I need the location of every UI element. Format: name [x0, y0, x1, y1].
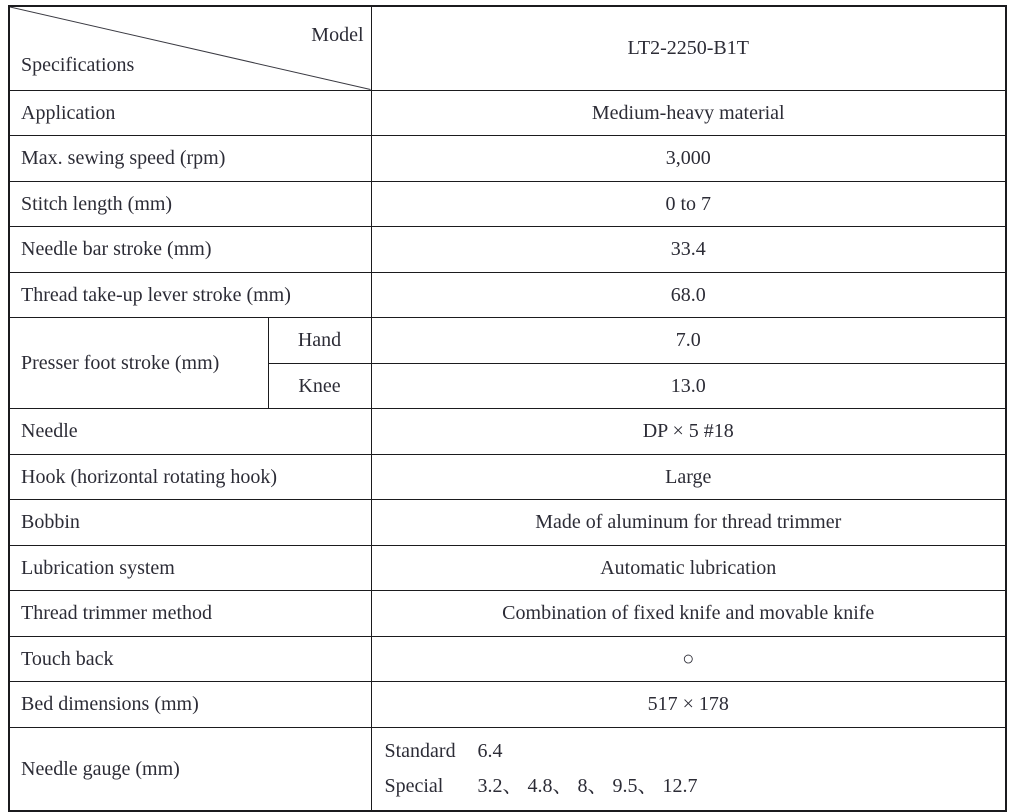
table-row	[9, 227, 1006, 273]
row-value: 0 to 7	[371, 181, 1006, 227]
row-value: 517 × 178	[371, 682, 1006, 728]
table-row	[9, 500, 1006, 546]
table-row-touch-back	[9, 636, 1006, 682]
header-model-label: Model	[311, 24, 364, 46]
needle-gauge-value-cell	[371, 727, 1006, 811]
specifications-table	[8, 5, 1007, 812]
row-label: Application	[9, 90, 371, 136]
row-value: Automatic lubrication	[371, 545, 1006, 591]
row-value: Large	[371, 454, 1006, 500]
row-label: Touch back	[9, 636, 371, 682]
row-label-needle-gauge: Needle gauge (mm)	[9, 727, 371, 811]
table-row	[9, 591, 1006, 637]
sub-row-value-hand: 7.0	[371, 318, 1006, 364]
row-value: Combination of fixed knife and movable knife	[371, 591, 1006, 637]
row-label: Stitch length (mm)	[9, 181, 371, 227]
needle-gauge-special-line	[385, 774, 1006, 798]
needle-gauge-standard-label: Standard	[384, 739, 456, 762]
table-row	[9, 90, 1006, 136]
header-specifications-label: Specifications	[21, 53, 135, 76]
row-value: DP × 5 #18	[371, 409, 1006, 455]
table-row	[9, 272, 1006, 318]
row-label: Bed dimensions (mm)	[9, 682, 371, 728]
diagonal-divider-line	[10, 7, 371, 90]
row-label: Max. sewing speed (rpm)	[9, 136, 371, 182]
sub-row-label-hand: Hand	[268, 318, 371, 364]
needle-gauge-special-label: Special	[384, 775, 444, 798]
row-label-presser-foot: Presser foot stroke (mm)	[9, 318, 268, 409]
touch-back-circle-mark: ○	[371, 636, 1006, 682]
table-row-presser-hand	[9, 318, 1006, 364]
diagonal-header-cell	[9, 6, 371, 90]
row-value: 33.4	[371, 227, 1006, 273]
table-row	[9, 545, 1006, 591]
row-value: Medium-heavy material	[371, 90, 1006, 136]
row-label: Thread trimmer method	[9, 591, 371, 637]
needle-gauge-standard-value: 6.4	[477, 739, 503, 762]
row-label: Hook (horizontal rotating hook)	[9, 454, 371, 500]
row-value: 3,000	[371, 136, 1006, 182]
row-label: Thread take-up lever stroke (mm)	[9, 272, 371, 318]
row-label: Bobbin	[9, 500, 371, 546]
table-row	[9, 136, 1006, 182]
row-label: Lubrication system	[9, 545, 371, 591]
table-row	[9, 409, 1006, 455]
table-row	[9, 181, 1006, 227]
table-row-needle-gauge	[9, 727, 1006, 811]
row-value: Made of aluminum for thread trimmer	[371, 500, 1006, 546]
table-header-row	[9, 6, 1006, 90]
row-value: 68.0	[371, 272, 1006, 318]
row-label: Needle	[9, 409, 371, 455]
sub-row-value-knee: 13.0	[371, 363, 1006, 409]
needle-gauge-standard-line	[385, 739, 1006, 763]
table-row	[9, 682, 1006, 728]
row-label: Needle bar stroke (mm)	[9, 227, 371, 273]
model-value: LT2-2250-B1T	[371, 6, 1006, 90]
table-row	[9, 454, 1006, 500]
sub-row-label-knee: Knee	[268, 363, 371, 409]
needle-gauge-special-value: 3.2、 4.8、 8、 9.5、 12.7	[477, 775, 698, 798]
